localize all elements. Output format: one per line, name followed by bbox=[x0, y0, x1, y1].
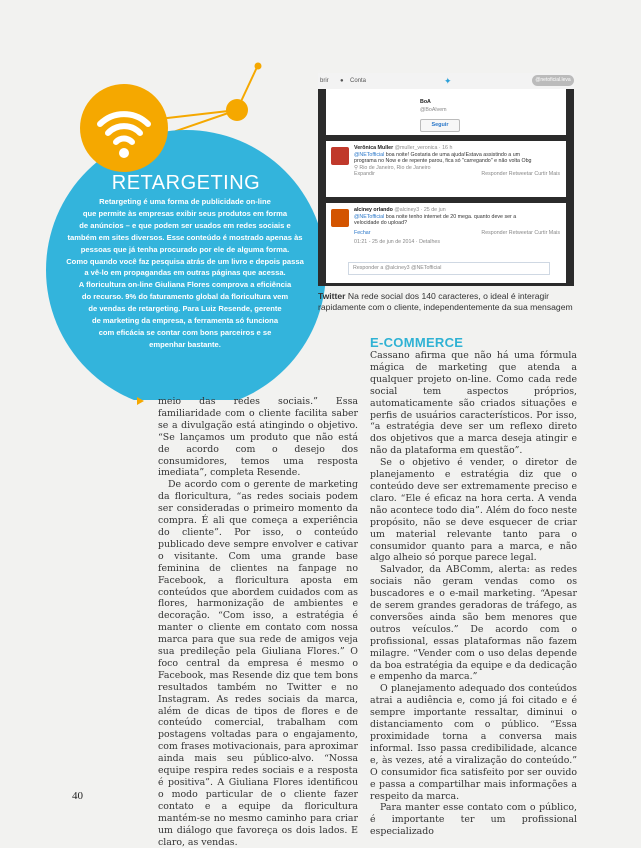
profile-card bbox=[326, 89, 566, 135]
expand-link[interactable]: Expandir bbox=[354, 171, 375, 178]
user-icon: ● bbox=[340, 78, 344, 84]
tweet-actions[interactable]: Responder Retweetar Curtir Mais bbox=[481, 229, 560, 236]
follow-button[interactable]: Seguir bbox=[420, 119, 460, 132]
mention-link[interactable]: @NETofficial bbox=[354, 213, 385, 220]
twitter-bird-icon: ✦ bbox=[444, 76, 452, 86]
paragraph: Se o objetivo é vender, o diretor de planejamento e estratégia diz que o conteúdo deve ser extremamente preciso e claro. “Ele é eficaz na hora certa. A venda não acontece todo dia”. Além do foco neste propósito, não se deve esquecer de criar um material relevante tanto para o consumidor quanto para a marca, e não algo alheio só porque parece legal. bbox=[370, 457, 577, 564]
paragraph: O planejamento adequado dos conteúdos atrai a audiência e, como já foi citado e é sempre importante ressaltar, diminui o distanciamento com o público. “Essa proximidade torna a conversa mais informal. Isso passa credibilidade, alcance e, às vezes, até a viralização do conteúdo.” O consumidor fica satisfeito por ser ouvido e passa a compartilhar mais informações a respeito da marca. bbox=[370, 683, 577, 802]
location-icon: ⚲ bbox=[354, 164, 358, 171]
page-number: 40 bbox=[72, 790, 83, 802]
tweet-card: Verônica Muller @muller_veronica · 16 h @NETofficial boa noite! Gostaria de uma ajuda!Estava assistindo a um programa no Now e de repente parou, fica só "carregando" e não volta Obg ⚲ Rio de Janeiro, Rio de Janeiro Expandir Responder Retweetar Curtir Mais bbox=[326, 141, 566, 197]
tweet-card: alciney orlando @alciney3 · 25 de jun @NETofficial boa noite tenho internet de 20 mega. quanto deve ser a velocidade do upload? Fechar Responder Retweetar Curtir Mais 01:21 - 25 de jun de 2014 · Detalhes bbox=[326, 203, 566, 283]
tweet-meta: 01:21 - 25 de jun de 2014 · Detalhes bbox=[354, 239, 440, 246]
reply-input[interactable]: Responder a @alciney3 @NETofficial bbox=[348, 262, 550, 275]
close-link[interactable]: Fechar bbox=[354, 229, 371, 236]
retargeting-body: Retargeting é uma forma de publicidade on-line que permite às empresas exibir seus produtos em forma de anúncios – e que podem ser usados em redes sociais e também em sites diversos. Esse conteúdo é mostrado apenas às pessoas que já tenha procurado por ele de alguma forma. Como quando você faz pesquisa atrás de um livro e depois passa a vê-lo em propagandas em outras páginas que acessa. A floricultura on-line Giuliana Flores comprova a eficiência do recurso. 9% do faturamento global da floricultura vem de vendas de retargeting. Para Luiz Resende, gerente de marketing da empresa, a ferramenta só funciona com eficácia se contar com bons parceiros e se empenhar bastante. bbox=[66, 197, 304, 349]
left-column bbox=[158, 396, 358, 848]
arrow-icon bbox=[137, 397, 144, 405]
paragraph: meio das redes sociais.” Essa familiaridade com o cliente facilita saber se a divulgação está atingindo o objetivo. “Se lançamos um produto que não está de acordo com o desejo dos consumidores, temos uma resposta imediata”, completa Resende. bbox=[158, 396, 358, 479]
image-caption: Twitter Na rede social dos 140 caracteres, o ideal é interagir rapidamente com o cliente, independentemente da sua mensagem bbox=[318, 291, 573, 312]
section-title: E-COMMERCE bbox=[370, 335, 464, 350]
profile-name: BoA bbox=[420, 99, 431, 105]
avatar bbox=[331, 147, 349, 165]
right-column bbox=[370, 350, 577, 838]
profile-handle: @BoAlvem bbox=[420, 107, 447, 113]
twitter-topbar: brir ● Conta ✦ @netoficial.leva bbox=[318, 73, 574, 89]
tweet-actions[interactable]: Responder Retweetar Curtir Mais bbox=[481, 171, 560, 178]
paragraph: Cassano afirma que não há uma fórmula mágica de marketing que atenda a qualquer projeto on-line. Como cada rede social tem aspectos próprios, automaticamente são criados situações e perfis de usuários característicos. Por isso, “a estratégia deve ser um reflexo direto dos objetivos que a marca deseja atingir e não da plataforma em questão”. bbox=[370, 350, 577, 457]
retargeting-title: RETARGETING bbox=[111, 172, 261, 194]
paragraph: De acordo com o gerente de marketing da floricultura, “as redes sociais podem ser consideradas o primeiro momento da compra. É ali que começa a experiência do cliente”. Por isso, o conteúdo publicado deve sempre envolver e cativar o visitante. Com uma grande base feminina de clientes na fanpage no Facebook, a floricultura aposta em conteúdos que abordem cuidados com as flores, harmonização de ambientes e decoração. “Com isso, a estratégia é manter o cliente em contato com nossa marca para que sua rede de amigos veja sua predileção pela Giuliana Flores.” O foco central da empresa é mesmo o Facebook, mas Resende diz que tem bons resultados também no Twitter e no Instagram. As redes sociais da marca, além de dicas de tipos de flores e de conteúdo comercial, trabalham com postagens voltadas para o engajamento, com frases motivacionais, para aproximar ainda mais seu público-alvo. “Nossa equipe respira redes sociais e a resposta é positiva”. A Giuliana Flores identificou o modo particular de o cliente fazer contato e a equipe da floricultura mantém-se no mesmo caminho para criar um diálogo que favoreça os dois lados. E claro, as vendas. bbox=[158, 479, 358, 848]
mention-link[interactable]: @NETofficial bbox=[354, 151, 385, 158]
twitter-screenshot bbox=[318, 73, 574, 286]
paragraph: Salvador, da ABComm, alerta: as redes sociais não geram vendas como os buscadores e o e-mail marketing. “Apesar de serem grandes geradoras de tráfego, as conversões ainda são bem menores que outros veículos.” De acordo com o profissional, essas plataformas não fazem milagre. “Vender com o uso delas depende da boa estratégia da equipe e da dedicação e empenho da marca.” bbox=[370, 564, 577, 683]
avatar bbox=[331, 209, 349, 227]
paragraph: Para manter esse contato com o público, é importante ter um profissional especializado bbox=[370, 802, 577, 838]
search-field[interactable]: @netoficial.leva bbox=[532, 75, 574, 86]
